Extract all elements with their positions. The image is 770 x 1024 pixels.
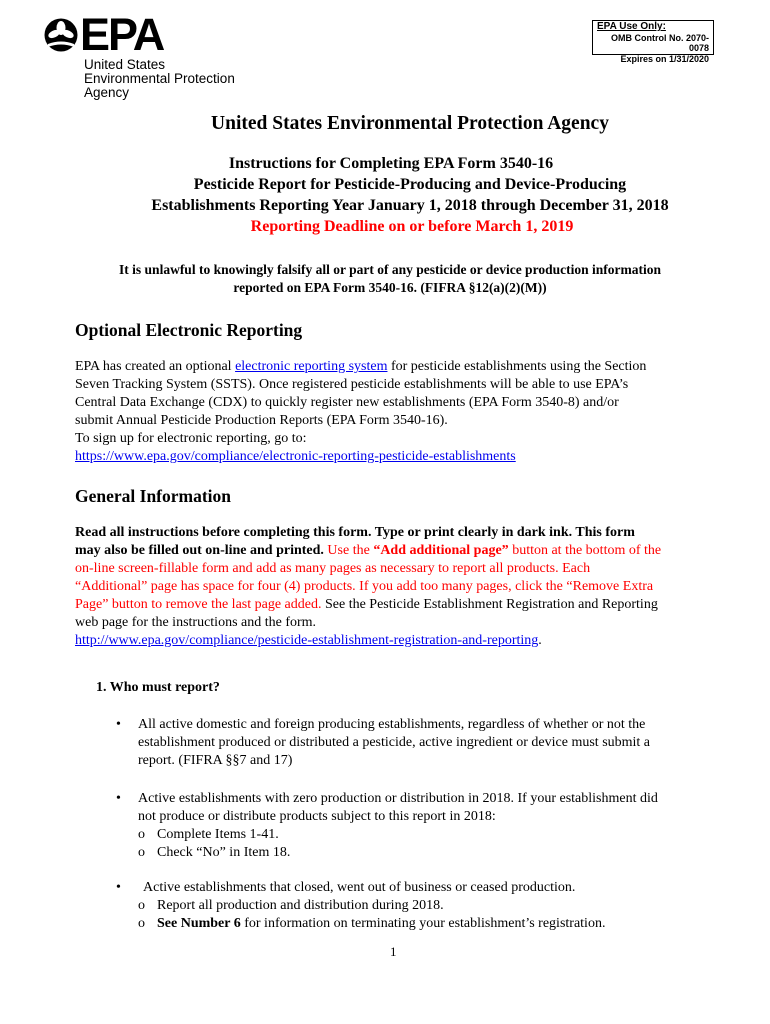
general-information-text: Read all instructions before completing this form. Type or print clearly in dark ink. This form may also be filled out on-line and printed. Use the “Add additional page” button at the bottom of the on-line screen-fillable form and add as many pages as necessary to report all products. Each “Additional” page has space for four (4) products. If you add too many pages, click the “Remove Extra Page” button to remove the last page added. See the Pesticide Establishment Registration and Reporting web page for the instructions and the form. http://www.epa.gov/compliance/pesticide-establishment-registration-and-reporting.	[75, 525, 662, 648]
epa-wordmark: EPA	[80, 9, 164, 60]
falsification-warning: It is unlawful to knowingly falsify all or part of any pesticide or device production information reported on EPA Form 3540-16. (FIFRA §12(a)(2)(M))	[119, 262, 661, 295]
registration-reporting-url[interactable]: http://www.epa.gov/compliance/pesticide-establishment-registration-and-reporting	[75, 633, 539, 648]
electronic-reporting-link[interactable]: electronic reporting system	[235, 359, 388, 374]
page-number: 1	[390, 944, 397, 959]
reporting-year: Establishments Reporting Year January 1, 2018 through December 31, 2018	[151, 197, 669, 214]
list-item: • Active establishments that closed, went out of business or ceased production. o Report all production and distribution during 2018. o See Number 6 for information on terminating your establishment’s registration.	[116, 880, 606, 931]
agency-title: United States Environmental Protection Agency	[211, 113, 609, 134]
bullet-icon: •	[116, 791, 121, 806]
bullet-icon: •	[116, 880, 121, 895]
bullet-icon: •	[116, 717, 121, 732]
list-item: • Active establishments with zero production or distribution in 2018. If your establishment did not produce or distribute products subject to this report in 2018: o Complete Items 1-41. o Check “No” in Item 18.	[116, 791, 658, 860]
sub-bullet-icon: o	[138, 898, 145, 913]
epa-logo	[44, 9, 254, 100]
report-title: Pesticide Report for Pesticide-Producing and Device-Producing	[193, 176, 627, 193]
omb-control-number: OMB Control No. 2070-0078	[610, 32, 709, 53]
omb-title: EPA Use Only:	[597, 21, 666, 32]
general-information-heading: General Information	[75, 486, 232, 506]
instructions-title: Instructions for Completing EPA Form 3540-16	[228, 155, 554, 172]
electronic-reporting-url[interactable]: https://www.epa.gov/compliance/electronic-reporting-pesticide-establishments	[75, 449, 516, 464]
reporting-deadline: Reporting Deadline on or before March 1, 2019	[250, 218, 574, 235]
list-item: • All active domestic and foreign producing establishments, regardless of whether or not the establishment produced or distributed a pesticide, active ingredient or device must submit a report. (FIFRA §§7 and 17)	[116, 717, 651, 768]
epa-flower-icon	[44, 17, 78, 53]
electronic-reporting-heading: Optional Electronic Reporting	[75, 320, 303, 340]
electronic-reporting-text: EPA has created an optional electronic reporting system for pesticide establishments using the Section Seven Tracking System (SSTS). Once registered pesticide establishments will be able to use EPA’s Central Data Exchange (CDX) to quickly register new establishments (EPA Form 3540-8) and/or submit Annual Pesticide Production Reports (EPA Form 3540-16). To sign up for electronic reporting, go to: https://www.epa.gov/compliance/electronic-reporting-pesticide-establishments	[75, 359, 647, 464]
sub-bullet-icon: o	[138, 916, 145, 931]
omb-control-box	[592, 20, 714, 64]
omb-expiration: Expires on 1/31/2020	[620, 53, 709, 64]
agency-name: United States Environmental Protection Agency	[84, 57, 235, 100]
sub-bullet-icon: o	[138, 845, 145, 860]
sub-bullet-icon: o	[138, 827, 145, 842]
who-must-report-heading: 1. Who must report?	[96, 680, 220, 695]
